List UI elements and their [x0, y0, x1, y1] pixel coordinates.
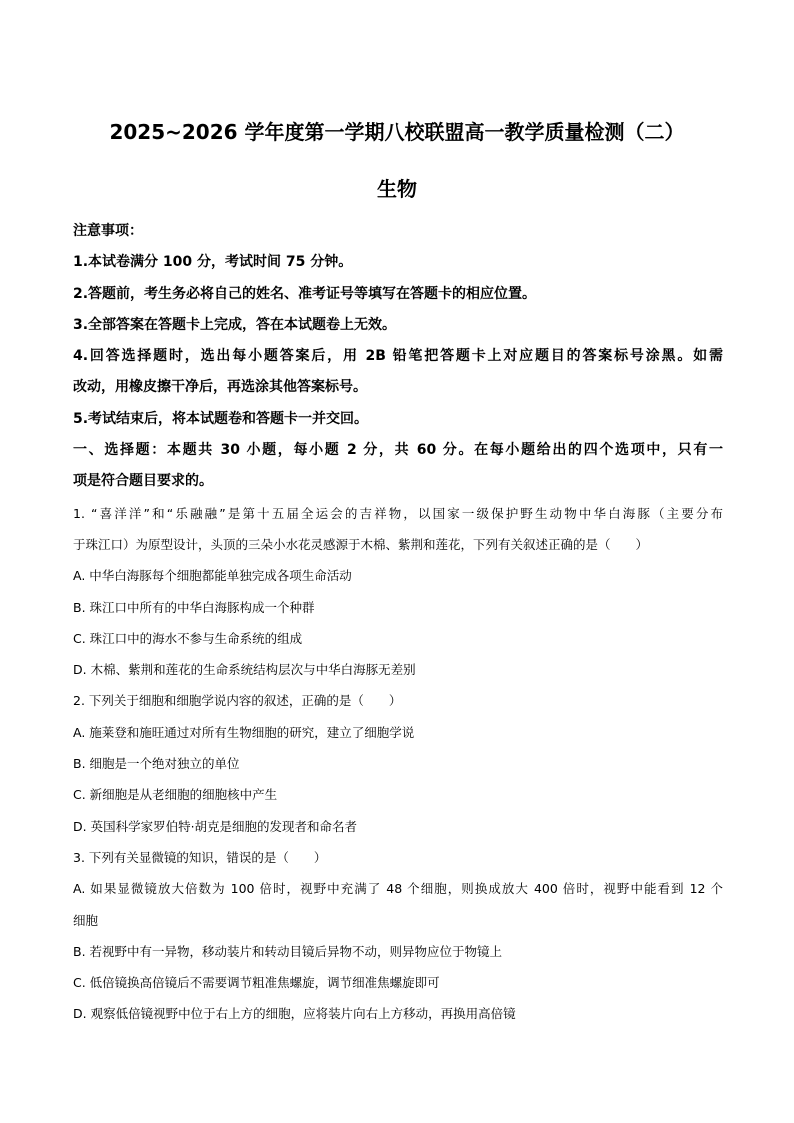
question-1-option-d: D. 木棉、紫荆和莲花的生命系统结构层次与中华白海豚无差别 [73, 662, 416, 678]
question-2-stem: 2. 下列关于细胞和细胞学说内容的叙述，正确的是（ ） [73, 693, 402, 709]
question-1-stem: 1. “喜洋洋”和“乐融融”是第十五届全运会的吉祥物，以国家一级保护野生动物中华白海豚（主要分布 [73, 505, 723, 521]
notice-item-5: 5.考试结束后，将本试题卷和答题卡一并交回。 [73, 410, 369, 427]
question-1-option-b: B. 珠江口中所有的中华白海豚构成一个种群 [73, 599, 315, 615]
question-3-option-a: A. 如果显微镜放大倍数为 100 倍时，视野中充满了 48 个细胞，则换成放大 400 倍时，视野中能看到 12 个 [73, 881, 723, 897]
exam-subject: 生物 [377, 177, 417, 201]
question-1-option-a: A. 中华白海豚每个细胞都能单独完成各项生命活动 [73, 568, 352, 584]
question-3-option-d: D. 观察低倍镜视野中位于右上方的细胞，应将装片向右上方移动，再换用高倍镜 [73, 1006, 516, 1022]
notice-item-1: 1.本试卷满分 100 分，考试时间 75 分钟。 [73, 254, 353, 271]
question-1-option-c: C. 珠江口中的海水不参与生命系统的组成 [73, 630, 303, 646]
question-1-stem-cont: 于珠江口）为原型设计，头顶的三朵小水花灵感源于木棉、紫荆和莲花，下列有关叙述正确的是（ ） [73, 536, 649, 552]
notice-item-2: 2.答题前，考生务必将自己的姓名、准考证号等填写在答题卡的相应位置。 [73, 285, 537, 302]
question-2-option-c: C. 新细胞是从老细胞的细胞核中产生 [73, 787, 278, 803]
question-2-option-a: A. 施莱登和施旺通过对所有生物细胞的研究，建立了细胞学说 [73, 724, 415, 740]
question-3-option-a-cont: 细胞 [73, 912, 99, 928]
question-3-option-b: B. 若视野中有一异物，移动装片和转动目镜后异物不动，则异物应位于物镜上 [73, 943, 503, 959]
exam-title: 2025~2026 学年度第一学期八校联盟高一教学质量检测（二） [109, 120, 685, 144]
notice-heading: 注意事项： [73, 223, 143, 239]
notice-item-4-cont: 改动，用橡皮擦干净后，再选涂其他答案标号。 [73, 379, 367, 396]
question-2-option-b: B. 细胞是一个绝对独立的单位 [73, 756, 240, 772]
question-2-option-d: D. 英国科学家罗伯特·胡克是细胞的发现者和命名者 [73, 818, 358, 834]
section-heading: 一、选择题：本题共 30 小题，每小题 2 分，共 60 分。在每小题给出的四个选项中，只有一 [73, 442, 723, 459]
notice-item-4: 4.回答选择题时，选出每小题答案后，用 2B 铅笔把答题卡上对应题目的答案标号涂黑。如需 [73, 348, 723, 365]
question-3-stem: 3. 下列有关显微镜的知识，错误的是（ ） [73, 849, 327, 865]
exam-content [73, 216, 723, 1030]
question-3-option-c: C. 低倍镜换高倍镜后不需要调节粗准焦螺旋，调节细准焦螺旋即可 [73, 975, 440, 991]
section-heading-cont: 项是符合题目要求的。 [73, 473, 213, 490]
notice-item-3: 3.全部答案在答题卡上完成，答在本试题卷上无效。 [73, 316, 397, 333]
